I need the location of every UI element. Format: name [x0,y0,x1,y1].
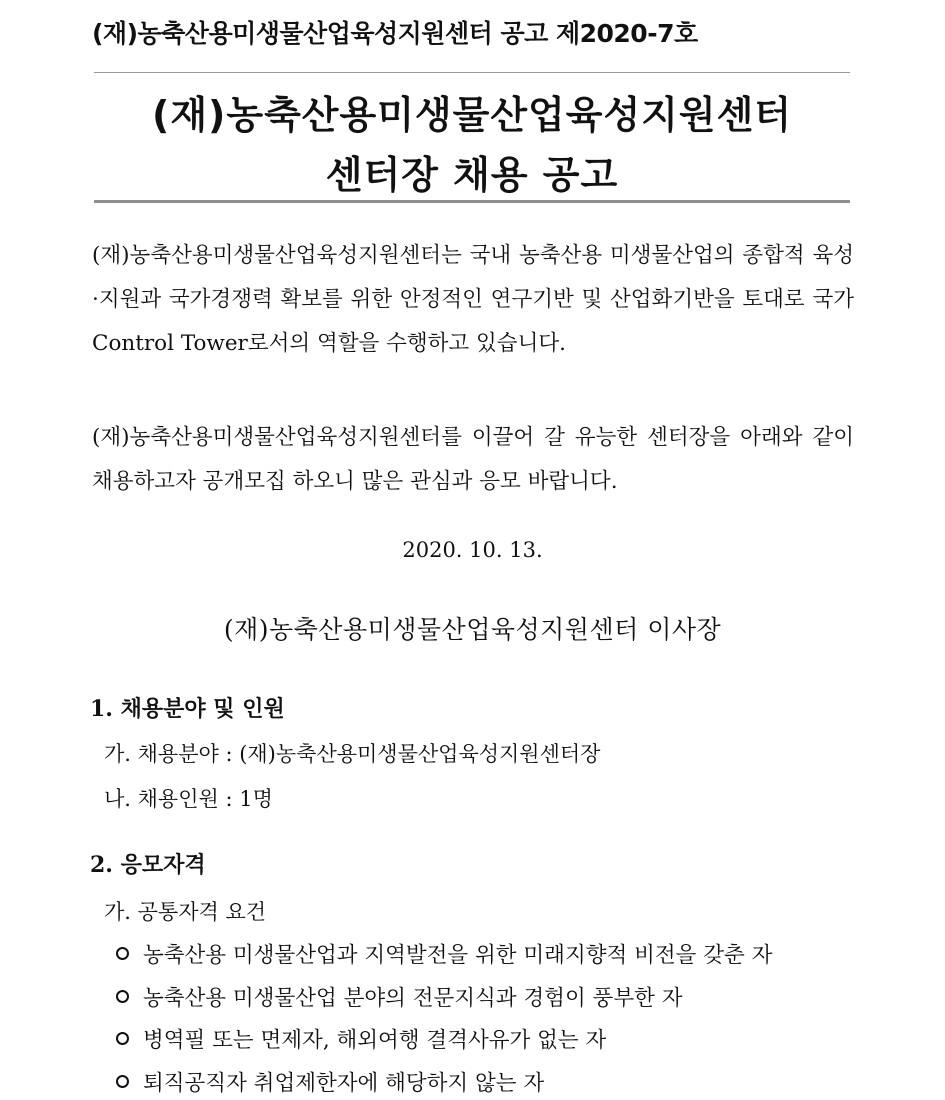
requirement-text: 병역필 또는 면제자, 해외여행 결격사유가 없는 자 [143,1028,607,1053]
requirement-list-item [116,1023,606,1054]
circle-bullet-icon [116,1075,129,1088]
intro-paragraph: (재)농축산용미생물산업육성지원센터는 국내 농축산용 미생물산업의 종합적 육성·지원과 국가경쟁력 확보를 위한 안정적인 연구기반 및 산업화기반을 토대로 국가 Control Tower로서의 역할을 수행하고 있습니다. [92,243,854,356]
section-heading-recruitment: 1. 채용분야 및 인원 [90,696,285,722]
recruitment-field: 가. 채용분야 : (재)농축산용미생물산업육성지원센터장 [104,742,601,766]
circle-bullet-icon [116,947,129,960]
title-divider [94,200,850,203]
announcement-date: 2020. 10. 13. [402,538,543,562]
document-title-organization: (재)농축산용미생물산업육성지원센터 [151,93,793,137]
requirement-text: 농축산용 미생물산업과 지역발전을 위한 미래지향적 비전을 갖춘 자 [143,943,773,968]
section-heading-qualifications: 2. 응모자격 [90,852,206,878]
common-requirements-label: 가. 공통자격 요건 [104,900,267,924]
recruitment-count: 나. 채용인원 : 1명 [104,787,273,811]
circle-bullet-icon [116,990,129,1003]
requirement-list-item [116,938,772,969]
signer: (재)농축산용미생물산업육성지원센터 이사장 [223,615,722,644]
requirement-text: 퇴직공직자 취업제한자에 해당하지 않는 자 [143,1071,545,1096]
circle-bullet-icon [116,1032,129,1045]
header-divider [94,72,850,73]
document-title-subject: 센터장 채용 공고 [325,153,619,197]
invitation-paragraph: (재)농축산용미생물산업육성지원센터를 이끌어 갈 유능한 센터장을 아래와 같이 채용하고자 공개모집 하오니 많은 관심과 응모 바랍니다. [92,425,854,494]
requirement-list-item [116,981,682,1012]
notice-number: (재)농축산용미생물산업육성지원센터 공고 제2020-7호 [92,19,698,48]
requirement-list-item [116,1066,544,1097]
requirement-text: 농축산용 미생물산업 분야의 전문지식과 경험이 풍부한 자 [143,986,683,1011]
